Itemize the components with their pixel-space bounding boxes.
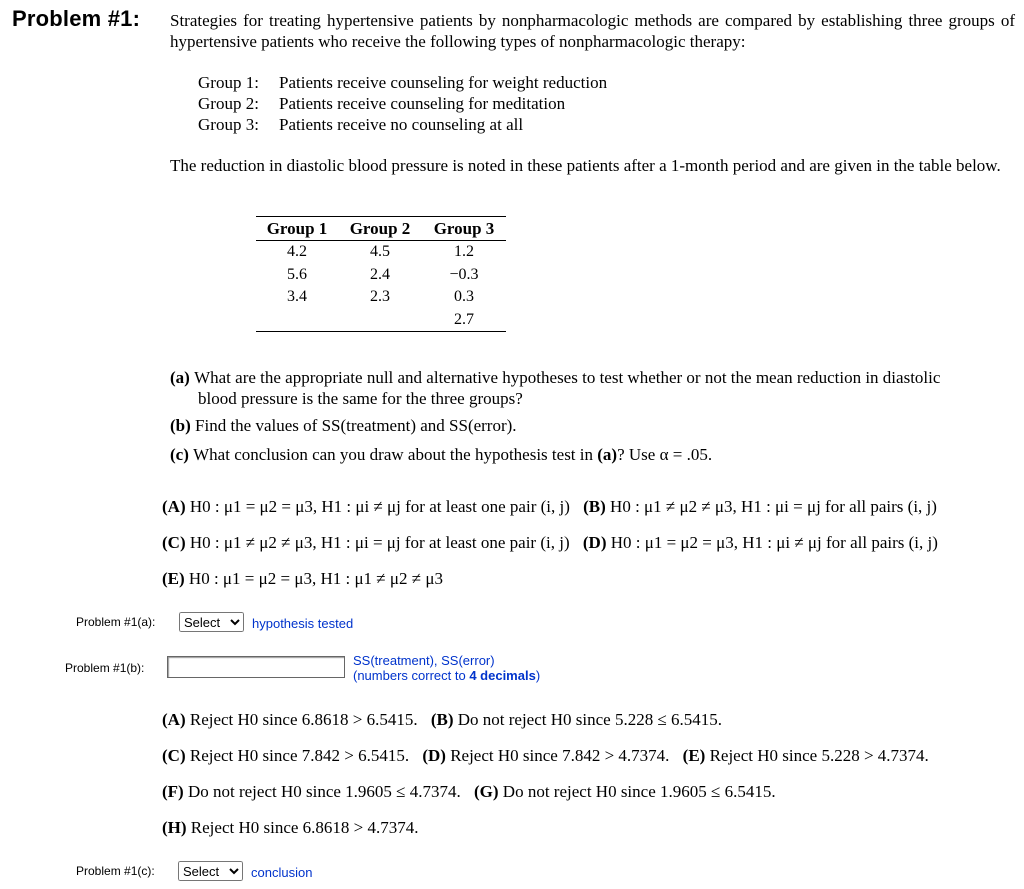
group-item: Group 1: Patients receive counseling for weight reduction bbox=[198, 73, 608, 92]
hypothesis-option-d: H0 : μ1 = μ2 = μ3, H1 : μi ≠ μj for all pairs (i, j) bbox=[610, 533, 938, 552]
answer-a-hint: hypothesis tested bbox=[252, 616, 354, 631]
conclusion-options-row-2: (C) Reject H0 since 7.842 > 6.5415. (D) Reject H0 since 7.842 > 4.7374. (E) Reject H0 since 5.228 > 4.7374. bbox=[162, 746, 929, 765]
conclusion-option-b: Do not reject H0 since 5.228 ≤ 6.5415. bbox=[457, 710, 723, 729]
group-list bbox=[198, 72, 607, 135]
reduction-paragraph: The reduction in diastolic blood pressure is noted in these patients after a 1-month period and are given in the table below. bbox=[170, 156, 1001, 175]
hypothesis-option-e: H0 : μ1 = μ2 = μ3, H1 : μ1 ≠ μ2 ≠ μ3 bbox=[188, 569, 443, 588]
answer-b-hint: SS(treatment), SS(error) (numbers correct to 4 decimals) bbox=[353, 653, 541, 683]
answer-c-label: Problem #1(c): bbox=[76, 864, 155, 878]
column-header: Group 1 bbox=[256, 217, 338, 241]
question-c: (c) What conclusion can you draw about the hypothesis test in (a)? Use α = .05. bbox=[170, 445, 713, 464]
answer-c-hint: conclusion bbox=[251, 865, 313, 880]
data-table bbox=[256, 216, 506, 332]
hypothesis-option-b: H0 : μ1 ≠ μ2 ≠ μ3, H1 : μi = μj for all pairs (i, j) bbox=[610, 497, 937, 516]
table-row: 3.4 2.3 0.3 bbox=[287, 288, 474, 305]
hypothesis-select[interactable] bbox=[179, 612, 244, 632]
conclusion-option-d: Reject H0 since 7.842 > 4.7374. bbox=[450, 746, 670, 765]
hypothesis-options-row-2: (C) H0 : μ1 ≠ μ2 ≠ μ3, H1 : μi = μj for at least one pair (i, j) (D) H0 : μ1 = μ2 = μ3, H1 : μi ≠ μj for all pairs (i, j) bbox=[162, 533, 938, 552]
conclusion-options-row-1: (A) Reject H0 since 6.8618 > 6.5415. (B) Do not reject H0 since 5.228 ≤ 6.5415. bbox=[162, 710, 723, 729]
conclusion-option-a: Reject H0 since 6.8618 > 6.5415. bbox=[189, 710, 418, 729]
conclusion-option-f: Do not reject H0 since 1.9605 ≤ 4.7374. bbox=[187, 782, 461, 801]
conclusion-option-c: Reject H0 since 7.842 > 6.5415. bbox=[189, 746, 410, 765]
group-item: Group 3: Patients receive no counseling at all bbox=[198, 115, 524, 134]
question-b: (b) Find the values of SS(treatment) and SS(error). bbox=[170, 416, 517, 435]
table-row: 4.2 4.5 1.2 bbox=[287, 243, 474, 260]
conclusion-select[interactable] bbox=[178, 861, 243, 881]
conclusion-options-row-4: (H) Reject H0 since 6.8618 > 4.7374. bbox=[162, 818, 419, 837]
intro-paragraph: Strategies for treating hypertensive patients by nonpharmacologic methods are compared by establishing three groups of hypertensive patients who receive the following types of nonpharmacologic therapy: bbox=[170, 11, 1015, 51]
answer-a-label: Problem #1(a): bbox=[76, 615, 156, 629]
question-a: (a) What are the appropriate null and alternative hypotheses to test whether or not the mean reduction in diastolic blood pressure is the same for the three groups? bbox=[170, 368, 941, 408]
hypothesis-options-row-1: (A) H0 : μ1 = μ2 = μ3, H1 : μi ≠ μj for at least one pair (i, j) (B) H0 : μ1 ≠ μ2 ≠ μ3, H1 : μi = μj for all pairs (i, j) bbox=[162, 497, 937, 516]
column-header: Group 2 bbox=[338, 217, 422, 241]
conclusion-option-h: Reject H0 since 6.8618 > 4.7374. bbox=[190, 818, 419, 837]
conclusion-option-g: Do not reject H0 since 1.9605 ≤ 6.5415. bbox=[502, 782, 776, 801]
conclusion-options-row-3: (F) Do not reject H0 since 1.9605 ≤ 4.7374. (G) Do not reject H0 since 1.9605 ≤ 6.5415. bbox=[162, 782, 776, 801]
answer-b-label: Problem #1(b): bbox=[65, 661, 145, 675]
hypothesis-options-row-3: (E) H0 : μ1 = μ2 = μ3, H1 : μ1 ≠ μ2 ≠ μ3 bbox=[162, 569, 443, 588]
ss-answer-input[interactable] bbox=[167, 656, 345, 678]
conclusion-option-e: Reject H0 since 5.228 > 4.7374. bbox=[709, 746, 929, 765]
group-item: Group 2: Patients receive counseling for meditation bbox=[198, 94, 566, 113]
table-row: 2.7 bbox=[256, 309, 506, 332]
column-header: Group 3 bbox=[422, 217, 506, 241]
table-header-row bbox=[256, 217, 506, 241]
table-row: 5.6 2.4 −0.3 bbox=[287, 265, 479, 283]
hypothesis-option-c: H0 : μ1 ≠ μ2 ≠ μ3, H1 : μi = μj for at least one pair (i, j) bbox=[189, 533, 570, 552]
problem-title: Problem #1: bbox=[12, 6, 141, 31]
hypothesis-option-a: H0 : μ1 = μ2 = μ3, H1 : μi ≠ μj for at least one pair (i, j) bbox=[189, 497, 570, 516]
